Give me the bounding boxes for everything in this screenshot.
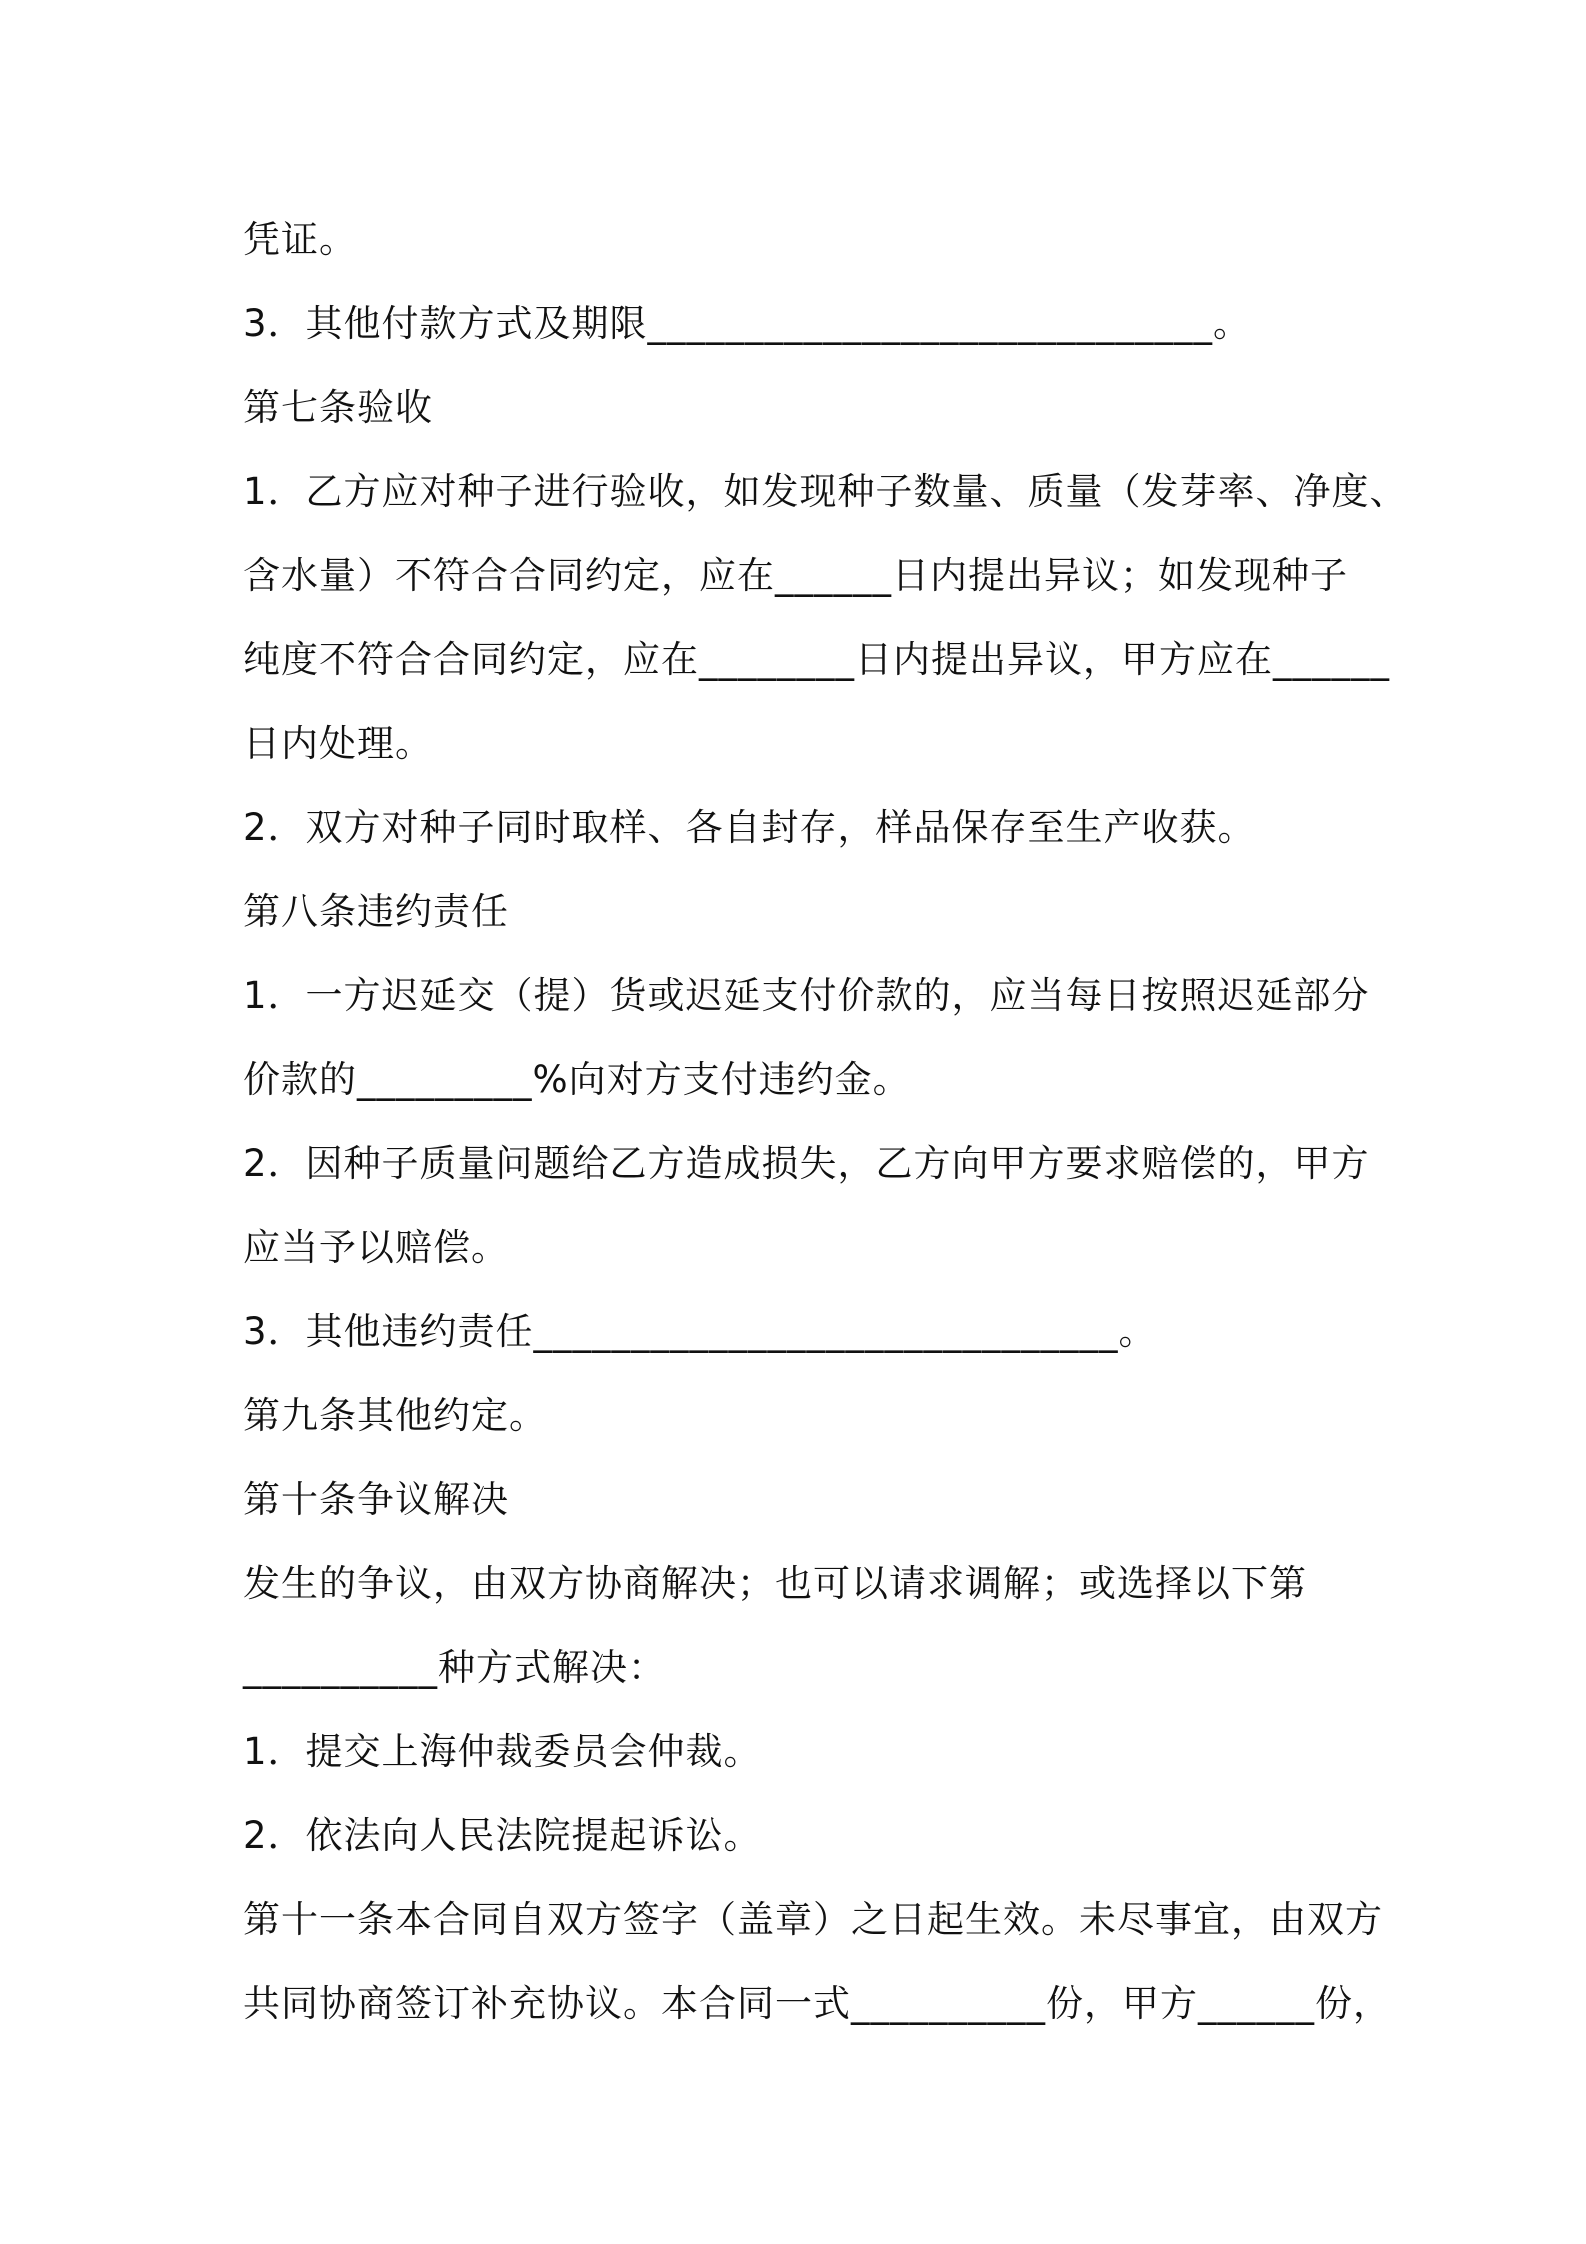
text-line: 1．一方迟延交（提）货或迟延支付价款的，应当每日按照迟延部分 xyxy=(243,974,1370,1017)
text-line: 日内处理。 xyxy=(243,722,433,765)
document-body xyxy=(243,198,1408,2046)
text-line: 2．依法向人民法院提起诉讼。 xyxy=(243,1814,762,1857)
text-line: 凭证。 xyxy=(243,218,357,261)
text-line: 1．提交上海仲裁委员会仲裁。 xyxy=(243,1730,762,1773)
text-line: 3．其他违约责任______________________________。 xyxy=(243,1310,1157,1353)
section-heading: 第十一条本合同自双方签字（盖章）之日起生效。未尽事宜，由双方 xyxy=(243,1898,1383,1941)
text-line: 2．双方对种子同时取样、各自封存，样品保存至生产收获。 xyxy=(243,806,1256,849)
text-line: __________种方式解决： xyxy=(243,1646,666,1689)
text-line: 应当予以赔偿。 xyxy=(243,1226,509,1269)
text-line: 1．乙方应对种子进行验收，如发现种子数量、质量（发芽率、净度、 xyxy=(243,470,1408,513)
section-heading: 第九条其他约定。 xyxy=(243,1394,547,1437)
text-line: 纯度不符合合同约定，应在________日内提出异议，甲方应在______ xyxy=(243,638,1390,681)
section-heading: 第十条争议解决 xyxy=(243,1478,509,1521)
text-line: 共同协商签订补充协议。本合同一式__________份，甲方______份， xyxy=(243,1982,1391,2025)
text-line: 价款的_________%向对方支付违约金。 xyxy=(243,1058,911,1101)
section-heading: 第七条验收 xyxy=(243,386,433,429)
text-line: 3．其他付款方式及期限_____________________________。 xyxy=(243,302,1252,345)
text-line: 发生的争议，由双方协商解决；也可以请求调解；或选择以下第 xyxy=(243,1562,1307,1605)
text-line: 含水量）不符合合同约定，应在______日内提出异议；如发现种子 xyxy=(243,554,1348,597)
section-heading: 第八条违约责任 xyxy=(243,890,509,933)
text-line: 2．因种子质量问题给乙方造成损失，乙方向甲方要求赔偿的，甲方 xyxy=(243,1142,1370,1185)
